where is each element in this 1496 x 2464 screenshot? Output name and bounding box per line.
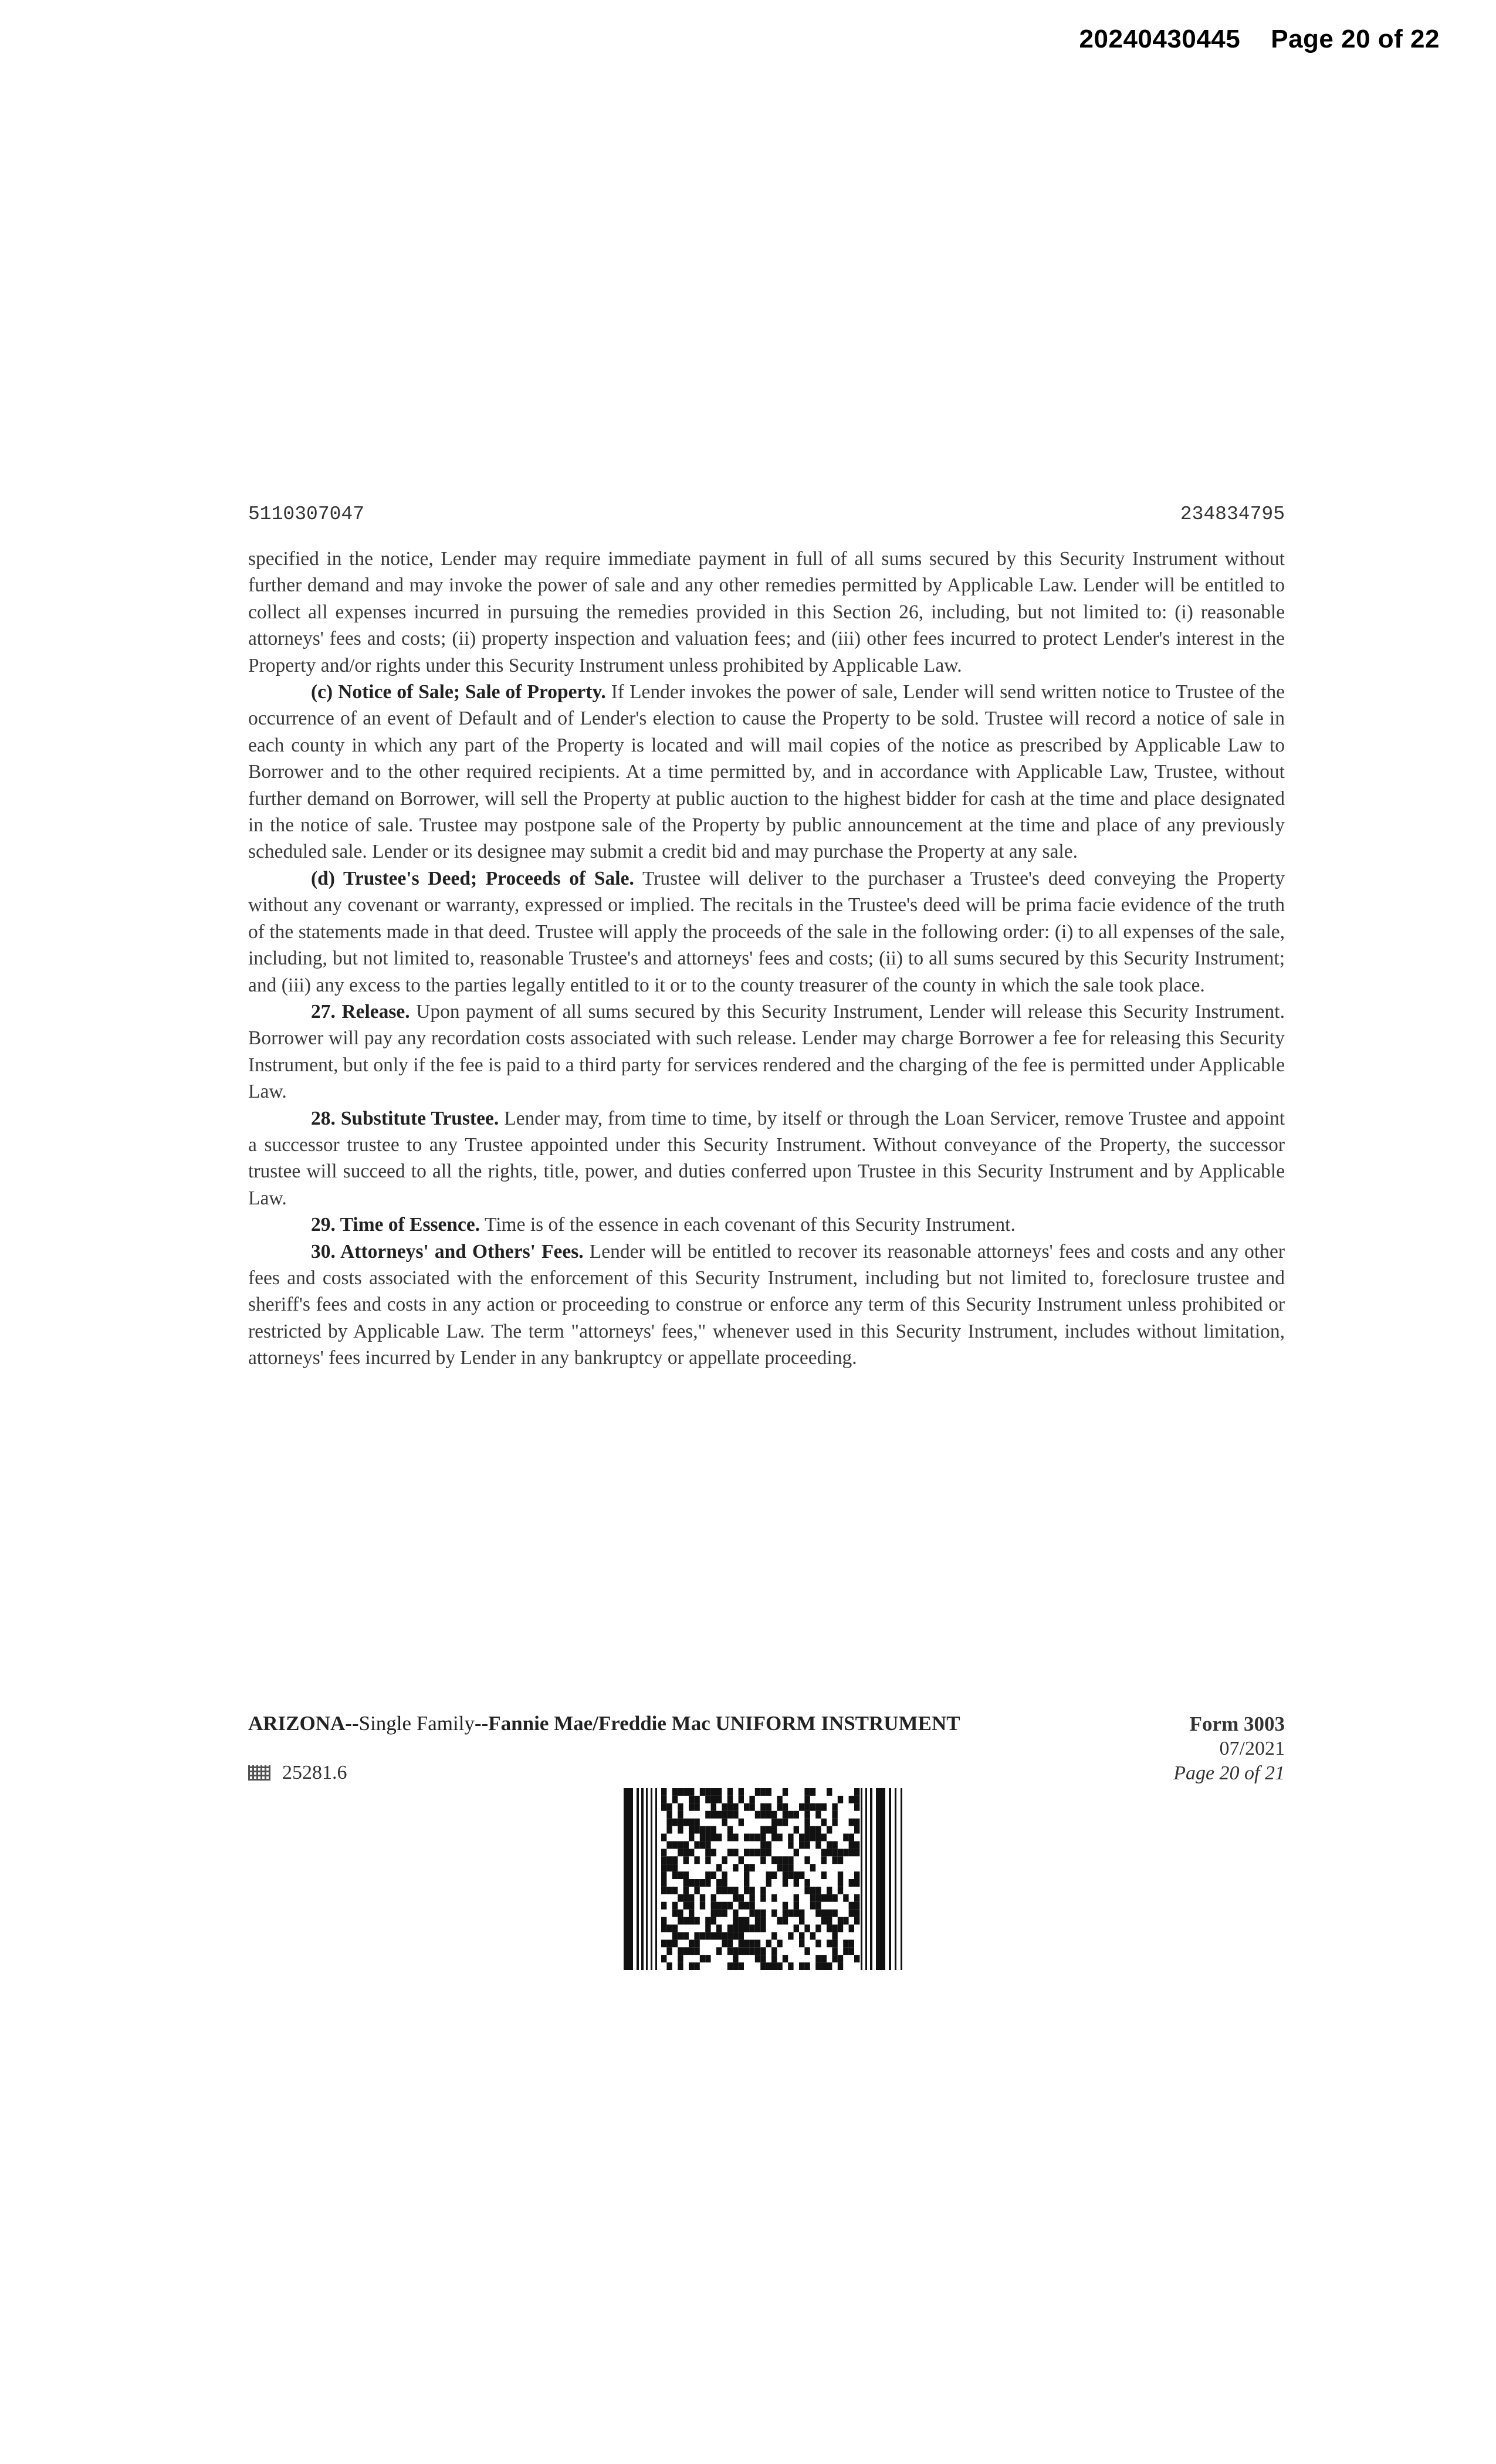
document-body <box>248 546 1285 1372</box>
document-number: 20240430445 <box>1079 25 1241 53</box>
loan-number-row <box>248 503 1285 525</box>
section-heading: (d) Trustee's Deed; Proceeds of Sale. <box>311 867 634 889</box>
section-heading: 28. Substitute Trustee. <box>311 1107 499 1129</box>
paragraph-time-of-essence: 29. Time of Essence. Time is of the essence in each covenant of this Security Instrument. <box>311 1214 1016 1236</box>
form-number: Form 3003 <box>1189 1712 1285 1735</box>
form-code-number: 25281.6 <box>282 1762 347 1783</box>
paragraph-substitute-trustee: 28. Substitute Trustee. Lender may, from time to time, by itself or through the Loan Servicer, remove Trustee and appoint a successor trustee to any Trustee appointed under this Security Instrument. Without conveyance of the Property, the successor trustee will succeed to all the rights, title, power, and duties conferred upon Trustee in this Security Instrument and by Applicable Law. <box>248 1107 1285 1209</box>
form-page-number: Page 20 of 21 <box>1173 1762 1285 1784</box>
loan-number-right: 234834795 <box>1180 503 1285 525</box>
paragraph-release: 27. Release. Upon payment of all sums secured by this Security Instrument, Lender will release this Security Instrument. Borrower will pay any recordation costs associated with such release. Lender may charge Borrower a fee for releasing this Security Instrument, but only if the fee is paid to a third party for services rendered and the charging of the fee is permitted under Applicable Law. <box>248 1000 1285 1103</box>
barcode <box>624 1788 905 1970</box>
recording-page-label: Page 20 of 22 <box>1271 25 1440 53</box>
paragraph-attorneys-fees: 30. Attorneys' and Others' Fees. Lender will be entitled to recover its reasonable attorneys' fees and costs and any other fees and costs associated with the enforcement of this Security Instrument, including but not limited to, foreclosure trustee and sheriff's fees and costs in any action or proceeding to construe or enforce any term of this Security Instrument unless prohibited or restricted by Applicable Law. The term "attorneys' fees," whenever used in this Security Instrument, includes without limitation, attorneys' fees incurred by Lender in any bankruptcy or appellate proceeding. <box>248 1240 1285 1369</box>
form-title: ARIZONA--Single Family--Fannie Mae/Freddie Mac UNIFORM INSTRUMENT <box>248 1712 960 1735</box>
section-heading: 27. Release. <box>311 1000 410 1023</box>
paragraph-notice-of-sale: (c) Notice of Sale; Sale of Property. If Lender invokes the power of sale, Lender will send written notice to Trustee of the occurrence of an event of Default and of Lender's election to cause the Property to be sold. Trustee will record a notice of sale in each county in which any part of the Property is located and will mail copies of the notice as prescribed by Applicable Law to Borrower and to the other required recipients. At a time permitted by, and in accordance with Applicable Law, Trustee, without further demand on Borrower, will sell the Property at public auction to the highest bidder for cash at the time and place designated in the notice of sale. Trustee may postpone sale of the Property by public announcement at the time and place of any previously scheduled sale. Lender or its designee may submit a credit bid and may purchase the Property at any sale. <box>248 681 1285 863</box>
section-heading: 29. Time of Essence. <box>311 1214 480 1236</box>
recording-stamp <box>1079 25 1440 54</box>
form-info <box>1173 1712 1285 1786</box>
section-heading: (c) Notice of Sale; Sale of Property. <box>311 681 606 703</box>
paragraph-continuation: specified in the notice, Lender may require immediate payment in full of all sums secured by this Security Instrument without further demand and may invoke the power of sale and any other remedies permitted by Applicable Law. Lender will be entitled to collect all expenses incurred in pursuing the remedies provided in this Section 26, including, but not limited to: (i) reasonable attorneys' fees and costs; (ii) property inspection and valuation fees; and (iii) other fees incurred to protect Lender's interest in the Property and/or rights under this Security Instrument unless prohibited by Applicable Law. <box>248 548 1285 676</box>
loan-number-left: 5110307047 <box>248 503 365 525</box>
paragraph-trustees-deed: (d) Trustee's Deed; Proceeds of Sale. Trustee will deliver to the purchaser a Trustee's deed conveying the Property without any covenant or warranty, expressed or implied. The recitals in the Trustee's deed will be prima facie evidence of the truth of the statements made in that deed. Trustee will apply the proceeds of the sale in the following order: (i) to all expenses of the sale, including, but not limited to, reasonable Trustee's and attorneys' fees and costs; (ii) to all sums secured by this Security Instrument; and (iii) any excess to the parties legally entitled to it or to the county treasurer of the county in which the sale took place. <box>248 867 1285 996</box>
form-code <box>248 1762 347 1784</box>
section-heading: 30. Attorneys' and Others' Fees. <box>311 1240 584 1263</box>
form-date: 07/2021 <box>1219 1738 1285 1759</box>
document-grid-icon <box>248 1765 270 1781</box>
